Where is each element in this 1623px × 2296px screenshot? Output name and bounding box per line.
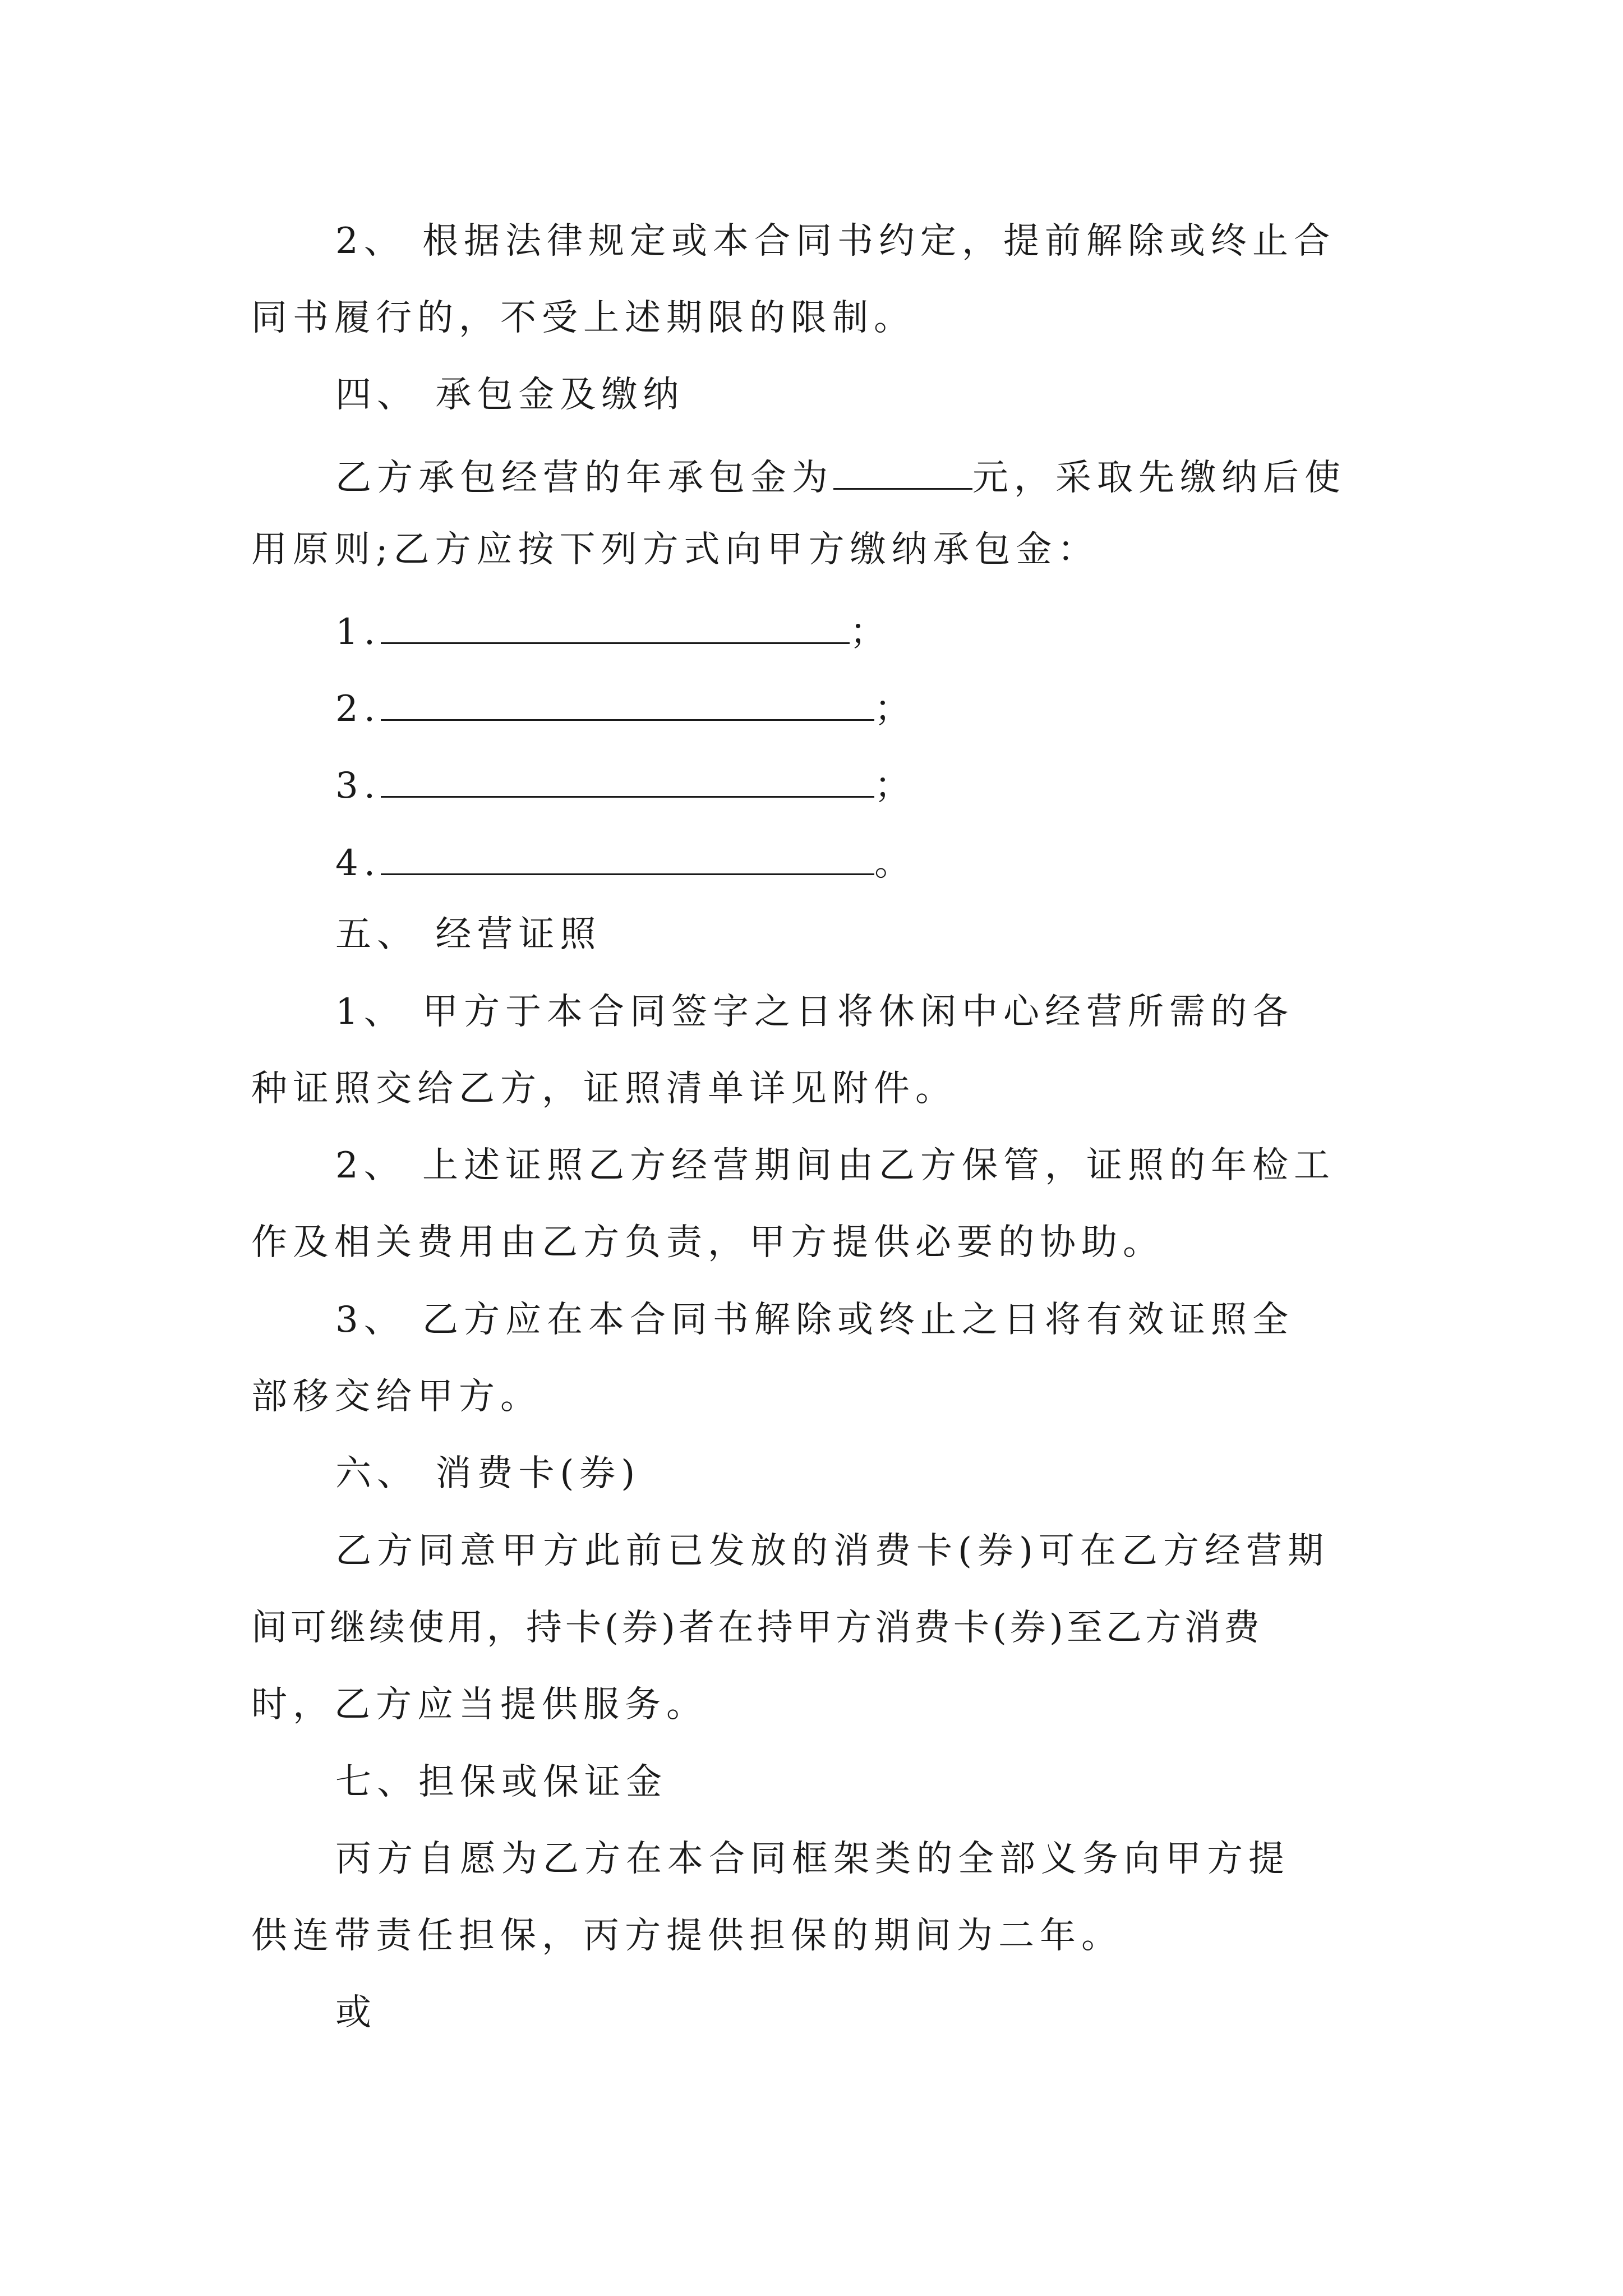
text-line: 同书履行的，不受上述期限的限制。 xyxy=(251,297,915,339)
payment-item-end: ； xyxy=(850,611,892,653)
fee-text-after: 元，采取先缴纳后使 xyxy=(972,457,1346,499)
text-line: 用原则;乙方应按下列方式向甲方缴纳承包金： xyxy=(251,529,1099,570)
text-line: 乙方同意甲方此前已发放的消费卡(券)可在乙方经营期 xyxy=(335,1530,1329,1572)
text-line: 供连带责任担保，丙方提供担保的期间为二年。 xyxy=(251,1915,1123,1957)
payment-item-number: 2. xyxy=(335,688,381,730)
payment-item-number: 4. xyxy=(335,843,381,884)
payment-item xyxy=(335,840,916,884)
section-heading: 五、 经营证照 xyxy=(335,914,602,955)
payment-item-end: ； xyxy=(874,765,916,807)
payment-item-blank[interactable] xyxy=(381,840,874,875)
payment-item-end: 。 xyxy=(874,843,916,884)
text-line: 3、 乙方应在本合同书解除或终止之日将有效证照全 xyxy=(335,1299,1294,1341)
payment-item xyxy=(335,609,892,653)
text-line: 间可继续使用，持卡(券)者在持甲方消费卡(券)至乙方消费 xyxy=(251,1607,1263,1649)
fee-text-before: 乙方承包经营的年承包金为 xyxy=(335,457,833,499)
text-line xyxy=(335,454,1346,499)
section-heading: 四、 承包金及缴纳 xyxy=(335,374,685,416)
fee-blank[interactable] xyxy=(833,454,972,490)
text-line: 部移交给甲方。 xyxy=(251,1376,542,1418)
payment-item-blank[interactable] xyxy=(381,609,850,644)
payment-item-blank[interactable] xyxy=(381,762,874,798)
text-line: 作及相关费用由乙方负责，甲方提供必要的协助。 xyxy=(251,1222,1164,1263)
payment-item xyxy=(335,685,916,730)
payment-item-number: 3. xyxy=(335,765,381,807)
payment-item-number: 1. xyxy=(335,611,381,653)
payment-item-end: ； xyxy=(874,688,916,730)
text-line: 1、 甲方于本合同签字之日将休闲中心经营所需的各 xyxy=(335,991,1294,1033)
text-line: 种证照交给乙方，证照清单详见附件。 xyxy=(251,1068,957,1110)
payment-item-blank[interactable] xyxy=(381,685,874,721)
text-line: 丙方自愿为乙方在本合同框架类的全部义务向甲方提 xyxy=(335,1838,1290,1880)
section-heading: 七、担保或保证金 xyxy=(335,1761,667,1803)
text-line: 或 xyxy=(335,1992,377,2033)
section-heading: 六、 消费卡(券) xyxy=(335,1453,641,1494)
text-line: 2、 根据法律规定或本合同书约定，提前解除或终止合 xyxy=(335,220,1336,262)
payment-item xyxy=(335,762,916,807)
text-line: 时，乙方应当提供服务。 xyxy=(251,1684,708,1726)
text-line: 2、 上述证照乙方经营期间由乙方保管，证照的年检工 xyxy=(335,1145,1336,1186)
